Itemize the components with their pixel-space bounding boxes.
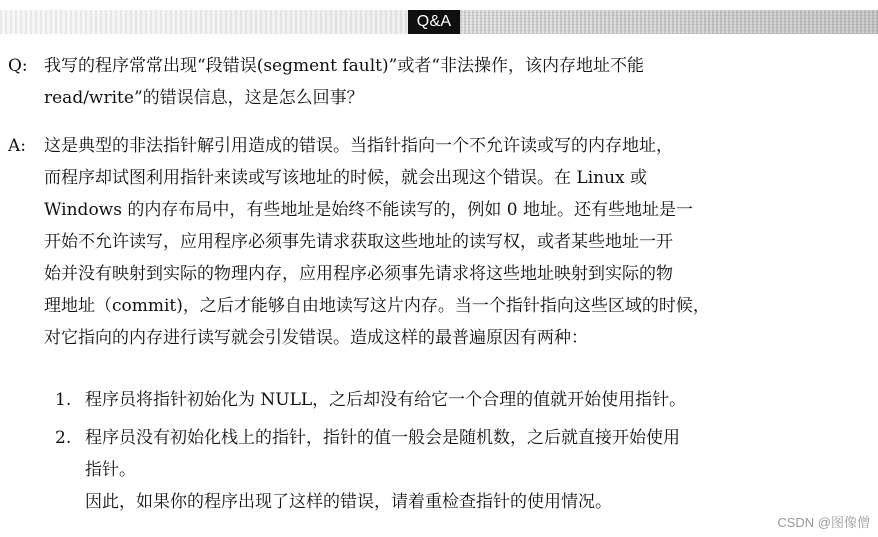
question-line: 我写的程序常常出现“段错误(segment fault)”或者“非法操作，该内存地址不能 xyxy=(44,56,645,76)
answer-line: 理地址（commit)，之后才能够自由地读写这片内存。当一个指针指向这些区域的时候， xyxy=(44,296,710,316)
answer-text xyxy=(44,130,860,354)
list-item xyxy=(55,422,867,518)
header-band-right xyxy=(460,10,878,34)
list-item-number: 1. xyxy=(55,390,72,410)
answer-label: A: xyxy=(8,136,27,156)
answer-line: 而程序却试图利用指针来读或写该地址的时候，就会出现这个错误。在 Linux 或 xyxy=(44,168,648,188)
question-label: Q: xyxy=(8,56,28,76)
list-item-line: 因此，如果你的程序出现了这样的错误，请着重检查指针的使用情况。 xyxy=(85,492,612,512)
qa-badge: Q&A xyxy=(408,10,460,34)
header-band-left xyxy=(0,10,408,34)
causes-list xyxy=(55,384,867,524)
list-item-line: 指针。 xyxy=(85,460,136,480)
answer-block xyxy=(8,130,860,354)
answer-line: Windows 的内存布局中，有些地址是始终不能读写的，例如 0 地址。还有些地址是一 xyxy=(44,200,693,220)
watermark: CSDN @图像僧 xyxy=(777,515,870,530)
question-text xyxy=(44,50,860,114)
list-item-number: 2. xyxy=(55,428,72,448)
qa-header xyxy=(0,0,878,40)
answer-line: 开始不允许读写，应用程序必须事先请求获取这些地址的读写权，或者某些地址一开 xyxy=(44,232,673,252)
list-item-line: 程序员将指针初始化为 NULL，之后却没有给它一个合理的值就开始使用指针。 xyxy=(85,390,687,410)
answer-line: 始并没有映射到实际的物理内存，应用程序必须事先请求将这些地址映射到实际的物 xyxy=(44,264,673,284)
list-item-line: 程序员没有初始化栈上的指针，指针的值一般会是随机数，之后就直接开始使用 xyxy=(85,428,680,448)
answer-line: 对它指向的内存进行读写就会引发错误。造成这样的最普遍原因有两种： xyxy=(44,328,588,348)
question-line: read/write”的错误信息，这是怎么回事？ xyxy=(44,88,364,108)
list-item-text xyxy=(85,384,867,416)
list-item-text xyxy=(85,422,867,518)
answer-line: 这是典型的非法指针解引用造成的错误。当指针指向一个不允许读或写的内存地址， xyxy=(44,136,673,156)
list-item xyxy=(55,384,867,416)
question-block xyxy=(8,50,860,114)
